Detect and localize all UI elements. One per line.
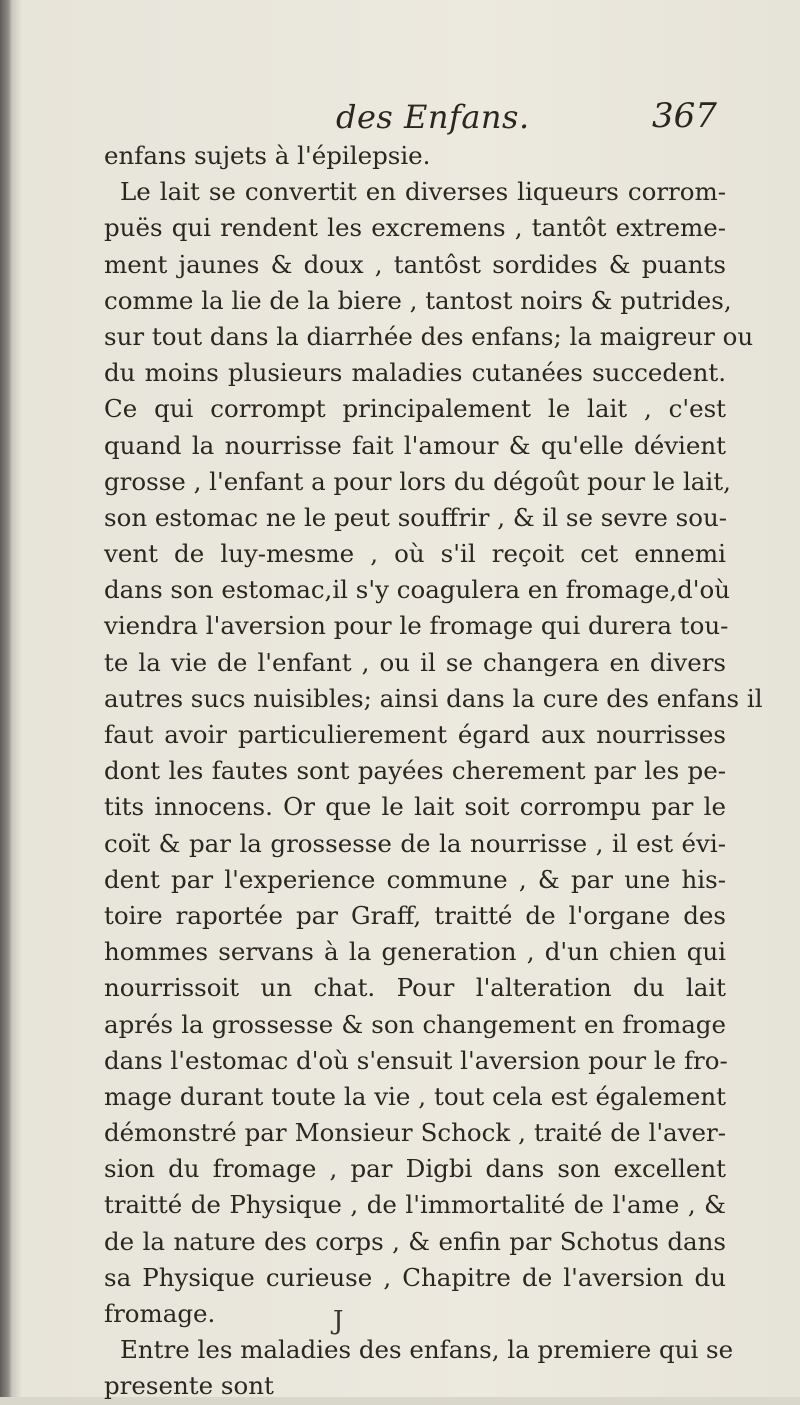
- text-line: toire raportée par Graff, traitté de l'organe des: [104, 900, 726, 930]
- text-line: Le lait se convertit en diverses liqueurs corrom-: [120, 177, 726, 207]
- text-line: dans son estomac,il s'y coagulera en fromage,d'où: [104, 575, 731, 605]
- text-line: quand la nourrisse fait l'amour & qu'elle dévient: [104, 430, 726, 460]
- text-line: autres sucs nuisibles; ainsi dans la cure des enfans il: [104, 683, 763, 713]
- text-line: de la nature des corps , & enfin par Schotus dans: [104, 1226, 726, 1256]
- text-line: vent de luy-mesme , où s'il reçoit cet ennemi: [104, 539, 726, 569]
- text-line: aprés la grossesse & son changement en fromage: [104, 1009, 726, 1039]
- text-line: dont les fautes sont payées cherement par les pe-: [104, 756, 726, 786]
- text-line: viendra l'aversion pour le fromage qui durera tou-: [104, 611, 729, 641]
- text-line: du moins plusieurs maladies cutanées succedent.: [104, 358, 726, 388]
- text-line: sa Physique curieuse , Chapitre de l'aversion du: [104, 1262, 726, 1292]
- text-line: ment jaunes & doux , tantôst sordides & puants: [104, 249, 726, 279]
- text-line: sion du fromage , par Digbi dans son excellent: [104, 1154, 726, 1184]
- text-line: puës qui rendent les excremens , tantôt extreme-: [104, 213, 726, 243]
- text-line: tits innocens. Or que le lait soit corrompu par le: [104, 792, 726, 822]
- text-line: Ce qui corrompt principalement le lait , c'est: [104, 394, 726, 424]
- text-line: hommes servans à la generation , d'un chien qui: [104, 937, 726, 967]
- text-line: comme la lie de la biere , tantost noirs & putrides,: [104, 285, 732, 315]
- text-line: grosse , l'enfant a pour lors du dégoût pour le lait,: [104, 466, 731, 496]
- page-number: 367: [652, 96, 717, 136]
- text-line: faut avoir particulierement égard aux nourrisses: [104, 720, 726, 749]
- text-line: son estomac ne le peut souffrir , & il se sevre sou-: [104, 502, 728, 532]
- text-line: dent par l'experience commune , & par une his-: [104, 864, 726, 894]
- text-line: Entre les maladies des enfans, la premiere qui se: [120, 1335, 734, 1365]
- text-line: traitté de Physique , de l'immortalité de l'ame , &: [104, 1190, 726, 1220]
- text-line: coït & par la grossesse de la nourrisse , il est évi-: [104, 828, 726, 858]
- text-line: mage durant toute la vie , tout cela est également: [104, 1081, 726, 1111]
- running-title: des Enfans.: [336, 98, 530, 136]
- text-line: presente sont: [104, 1371, 274, 1401]
- text-line: nourrissoit un chat. Pour l'alteration du lait: [104, 973, 726, 1003]
- text-line: sur tout dans la diarrhée des enfans; la maigreur ou: [104, 321, 754, 351]
- text-line: démonstré par Monsieur Schock , traité de l'aver-: [104, 1118, 726, 1148]
- text-line: dans l'estomac d'où s'ensuit l'aversion pour le fro-: [104, 1045, 728, 1075]
- text-line: enfans sujets à l'épilepsie.: [104, 141, 431, 170]
- text-line: fromage.: [104, 1299, 216, 1328]
- page-gutter-shadow: [0, 0, 12, 1397]
- footer-mark: J: [333, 1306, 344, 1336]
- body-text: [104, 138, 763, 1405]
- page-header: [0, 92, 800, 142]
- text-line: te la vie de l'enfant , ou il se changera en divers: [104, 647, 726, 677]
